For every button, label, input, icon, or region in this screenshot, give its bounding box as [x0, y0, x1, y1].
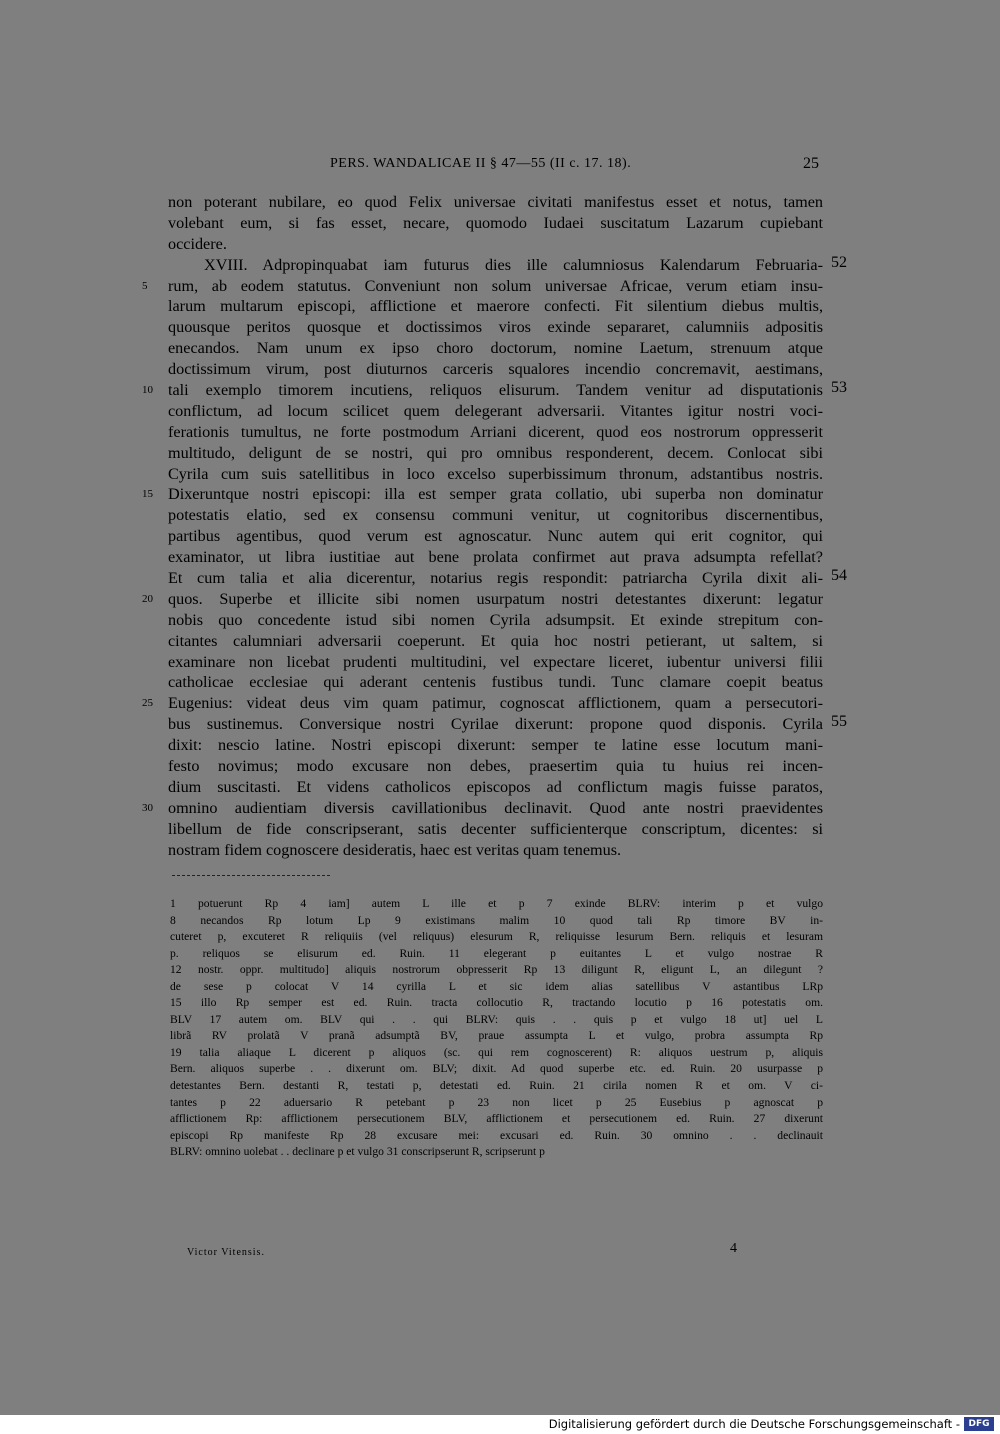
text-line-content: enecandos. Nam unum ex ipso choro doctorum, nomine Laetum, strenuum atque — [168, 339, 823, 358]
apparatus-line: de sese p colocat V 14 cyrilla L et sic idem alias satellibus V astantibus LRp — [170, 979, 823, 993]
text-line-content: tali exemplo timorem incutiens, reliquos elisurum. Tandem venitur ad disputationis — [168, 381, 823, 400]
text-line — [142, 693, 823, 714]
text-line-content: multitudo, deligunt de se nostri, qui pro omnibus responderent, decem. Conlocat sibi — [168, 443, 823, 462]
text-line — [142, 484, 823, 505]
apparatus-line: tantes p 22 aduersario R petebant p 23 non licet p 25 Eusebius p agnoscat p — [170, 1095, 823, 1109]
text-line-content: rum, ab eodem statutus. Conveniunt non solum universae Africae, verum etiam insu- — [168, 276, 823, 295]
line-number: 20 — [142, 592, 153, 605]
text-line — [142, 798, 823, 819]
apparatus-line: p. reliquos se elisurum ed. Ruin. 11 elegerant p euitantes L et vulgo nostrae R — [170, 946, 823, 960]
signature-number: 4 — [730, 1241, 737, 1256]
text-line-content: quousque peritos quosque et doctissimos viros exinde separaret, calumniis adpositis — [168, 318, 823, 337]
text-line-content: conflictum, ad locum scilicet quem delegerant adversarii. Vitantes igitur nostri voci- — [168, 401, 823, 420]
line-number: 30 — [142, 801, 153, 814]
text-line-content: nostram fidem cognoscere desideratis, haec est veritas quam tenemus. — [168, 840, 622, 859]
funding-text: Digitalisierung gefördert durch die Deutsche Forschungsgemeinschaft - — [548, 1417, 960, 1431]
apparatus-line: BLRV: omnino uolebat . . declinare p et vulgo 31 conscripserunt R, scripserunt p — [170, 1145, 545, 1159]
text-line-content: bus sustinemus. Conversique nostri Cyrilae dixerunt: propone quod disponis. Cyrila — [168, 715, 823, 734]
text-line — [168, 317, 823, 338]
text-line — [168, 547, 823, 568]
text-line-content: examinare non licebat prudenti multitudini, vel expectare liceret, iubentur universi filii — [168, 652, 823, 671]
text-line-content: catholicae ecclesiae qui aderant centenis fustibus tundi. Tunc clamare coepit beatus — [168, 673, 823, 692]
text-line — [168, 464, 823, 485]
text-line — [168, 526, 823, 547]
text-line — [168, 253, 847, 276]
apparatus-line: 8 necandos Rp lotum Lp 9 existimans malim 10 quod tali Rp timore BV in- — [170, 913, 823, 927]
text-line-content: examinator, ut libra iustitiae aut bene prolata confirmet aut prava adsumpta refellat? — [168, 548, 823, 567]
line-number: 5 — [142, 279, 148, 292]
text-line-content: XVIII. Adpropinquabat iam futurus dies ille calumniosus Kalendarum Februaria- — [204, 255, 823, 274]
section-number: 53 — [831, 379, 847, 397]
line-number: 25 — [142, 697, 153, 710]
text-line — [168, 631, 823, 652]
text-line — [168, 296, 823, 317]
text-line-content: doctissimum virum, post diuturnos carceris squalores incendio concremavit, aestimans, — [168, 360, 823, 379]
dfg-logo: DFG — [964, 1417, 994, 1431]
text-line-content: dium suscitasti. Et videns catholicos episcopos ad conflictum magis fuisse paratos, — [168, 777, 823, 796]
apparatus-line: afflictionem Rp: afflictionem persecutionem BLV, afflictionem et persecutionem ed. Ruin. 27 dixerunt — [170, 1112, 823, 1126]
apparatus-line: 12 nostr. oppr. multitudo] aliquis nostrorum obpresserit Rp 13 diligunt R, eligunt L, an dilegunt ? — [170, 963, 823, 977]
apparatus-line: episcopi Rp manifeste Rp 28 excusare mei: excusari ed. Ruin. 30 omnino . . declinauit — [170, 1128, 823, 1142]
apparatus-line: cuteret p, excuteret R reliquiis (vel reliquus) elesurum R, reliquisse lesurum Bern. reliquis et lesuram — [170, 930, 823, 944]
text-line — [168, 567, 847, 589]
text-line-content: festo novimus; modo excusare non debes, praesertim quia tu huius rei incen- — [168, 757, 823, 776]
text-line — [168, 672, 823, 693]
text-line-content: potestatis elatio, sed ex consensu communi venitur, ut cognitoribus discernentibus, — [168, 506, 823, 525]
text-line-content: Et cum talia et alia dicerentur, notarius regis respondit: patriarcha Cyrila dixit ali- — [168, 569, 823, 588]
text-line-content: larum multarum episcopi, afflictione et maerore confecti. Fit silentium diebus multis, — [168, 297, 823, 316]
text-line — [142, 589, 823, 610]
funding-banner — [0, 1415, 1000, 1434]
apparatus-line: Bern. aliquos superbe . . dixerunt om. BLV; dixit. Ad quod superbe etc. ed. Ruin. 20 usurpasse p — [170, 1062, 823, 1076]
footnote-rule — [172, 875, 330, 876]
text-line — [168, 819, 823, 840]
text-line — [168, 443, 823, 464]
text-line — [168, 213, 823, 234]
text-line-content: nobis quo concedente istud sibi nomen Cyrila adsumpsit. Et exinde strepitum con- — [168, 610, 823, 629]
text-line-content: dixit: nescio latine. Nostri episcopi dixerunt: semper te latine esse locutum mani- — [168, 736, 823, 755]
text-line — [168, 422, 823, 443]
text-line-content: occidere. — [168, 234, 227, 253]
text-line — [168, 735, 823, 756]
text-line-content: quos. Superbe et illicite sibi nomen usurpatum nostri detestantes dixerunt: legatur — [168, 589, 823, 608]
text-line-content: Cyrila cum suis satellitibus in loco excelso superbissimum thronum, adstantibus nostris. — [168, 464, 823, 483]
text-line — [168, 192, 823, 213]
text-line-content: libellum de fide conscripserant, satis decenter sufficienterque conscriptum, dicentes: si — [168, 819, 823, 838]
section-number: 52 — [831, 253, 847, 271]
section-number: 55 — [831, 713, 847, 731]
footer-signature: Victor Vitensis. — [187, 1247, 265, 1258]
section-number: 54 — [831, 567, 847, 585]
text-line — [168, 840, 823, 861]
text-line — [142, 276, 823, 297]
apparatus-line: 19 talia aliaque L dicerent p aliquos (sc. qui rem cognoscerent) R: aliquos uestrum p, aliquis — [170, 1045, 823, 1059]
critical-apparatus — [170, 896, 823, 1161]
text-line — [168, 610, 823, 631]
text-line-content: non poterant nubilare, eo quod Felix universae civitati manifestus esset et notus, tamen — [168, 193, 823, 211]
text-line-content: Eugenius: videat deus vim quam patimur, cognoscat afflictionem, quam a persecutori- — [168, 694, 823, 713]
text-line-content: ferationis tumultus, ne forte postmodum Arriani dicerent, quod eos nostrorum oppresserit — [168, 422, 823, 441]
apparatus-line: librã RV prolatã V pranã adsumptã BV, praue assumpta L et vulgo, probra assumpta Rp — [170, 1029, 823, 1043]
text-line — [168, 713, 847, 735]
text-line — [168, 777, 823, 798]
text-line-content: Dixeruntque nostri episcopi: illa est semper grata collatio, ubi superba non dominatur — [168, 485, 823, 504]
line-number: 15 — [142, 488, 153, 501]
text-line-content: omnino audientiam diversis cavillationibus declinavit. Quod ante nostri praevidentes — [168, 798, 823, 817]
text-line — [142, 379, 847, 401]
apparatus-line: detestantes Bern. destanti R, testati p, detestati ed. Ruin. 21 cirila nomen R et om. V ci- — [170, 1079, 823, 1093]
apparatus-line: 1 potuerunt Rp 4 iam] autem L ille et p 7 exinde BLRV: interim p et vulgo — [170, 897, 823, 910]
text-line — [168, 234, 823, 255]
text-line — [168, 401, 823, 422]
running-head: PERS. WANDALICAE II § 47—55 (II c. 17. 18). — [330, 156, 632, 171]
line-number: 10 — [142, 384, 153, 397]
text-line-content: citantes calumniari adversarii coeperunt. Et quia hoc nostri petierant, ut saltem, si — [168, 631, 823, 650]
apparatus-line: BLV 17 autem om. BLV qui . . qui BLRV: quis . . quis p et vulgo 18 ut] uel L — [170, 1012, 823, 1026]
text-line-content: partibus agentibus, quod verum est agnoscatur. Nunc autem qui erit cognitor, qui — [168, 527, 823, 546]
text-line — [168, 756, 823, 777]
text-line — [168, 359, 823, 380]
apparatus-line: 15 illo Rp semper est ed. Ruin. tracta collocutio R, tractando locutio p 16 potestatis om. — [170, 996, 823, 1010]
page-number: 25 — [803, 155, 819, 172]
main-text — [142, 192, 847, 861]
text-line — [168, 338, 823, 359]
text-line — [168, 505, 823, 526]
text-line-content: volebant eum, si fas esset, necare, quomodo Iudaei suscitatum Lazarum cupiebant — [168, 213, 823, 232]
text-line — [168, 652, 823, 673]
